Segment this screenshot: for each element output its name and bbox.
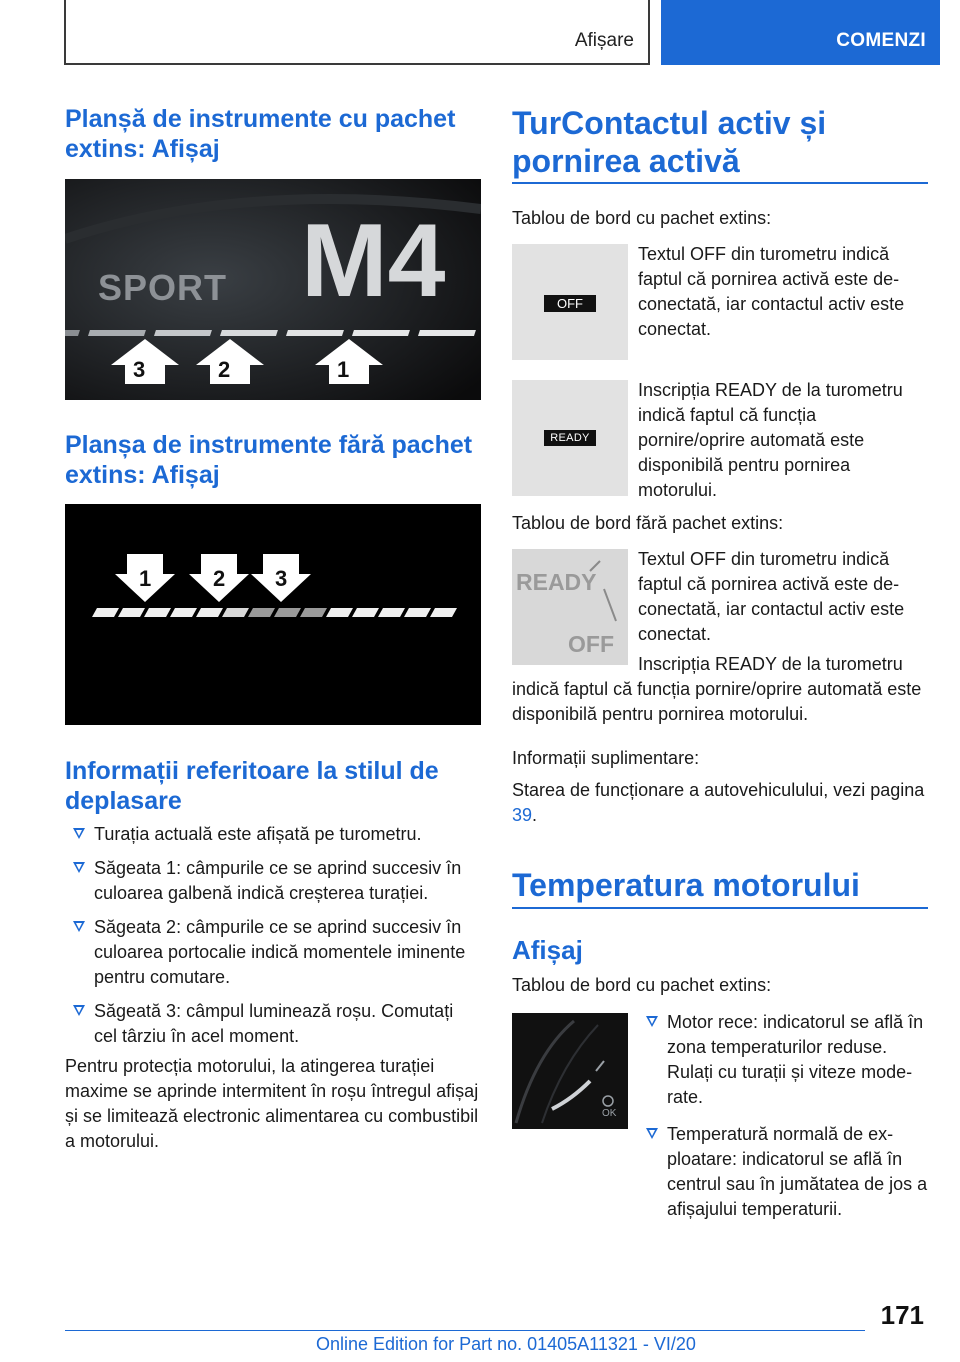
header-section-box	[64, 0, 650, 65]
triangle-bullet-icon	[646, 1016, 658, 1027]
list-item: Săgeată 3: câmpul luminează roșu. Comutați cel târziu în acel moment.	[65, 999, 481, 1049]
driving-style-bullets	[65, 822, 481, 1154]
heading-extended-cluster: Planșă de instrumente cu pachet extins: Afișaj	[65, 105, 456, 163]
off-indicator-image	[512, 244, 628, 360]
engine-protection-paragraph: Pentru protecția motorului, la atingerea turației maxime se aprinde intermitent în roșu întregul afișaj și se limitează electronic alimentarea cu combustibil a motorului.	[65, 1056, 479, 1151]
temp-extended-label: Tablou de bord cu pachet extins:	[512, 975, 772, 995]
triangle-bullet-icon	[73, 921, 85, 932]
sport-mode-label: SPORT	[98, 267, 228, 308]
arrow-1-label: 1	[139, 566, 152, 591]
m4-model-label: M4	[301, 203, 446, 319]
list-item: Săgeata 2: câmpurile ce se aprind succesiv în culoarea portocalie indică momentele iminente pentru comutare.	[65, 915, 481, 990]
heading-rule	[512, 907, 928, 909]
extended-label: Tablou de bord cu pachet extins:	[512, 208, 772, 228]
ready-description: Inscripția READY de la turometru indică faptul că funcția pornire/oprire automată este disponibilă pentru pornirea motorului.	[638, 380, 903, 500]
header-chapter-label: COMENZI	[836, 30, 926, 51]
triangle-bullet-icon	[73, 862, 85, 873]
header-chapter-tab[interactable]	[661, 0, 940, 65]
footer-rule	[65, 1330, 865, 1331]
list-item: Săgeata 1: câmpurile ce se aprind succesiv în culoarea galbenă indică creșterea turației.	[65, 856, 481, 906]
arrow-3-label: 3	[133, 357, 146, 382]
no-extended-label: Tablou de bord fără pachet extins:	[512, 513, 784, 533]
ready-off-gauge-image	[512, 549, 628, 665]
heading-rule	[512, 182, 928, 184]
triangle-bullet-icon	[646, 1128, 658, 1139]
figure-extended-cluster	[65, 179, 481, 400]
off-description: Textul OFF din turometru indică faptul că pornirea activă este deconectată, iar contactul activ este conectat.	[638, 244, 905, 339]
off-badge: OFF	[544, 295, 596, 312]
off-description-basic: Textul OFF din turometru indică faptul că pornirea activă este deconectată, iar contactul activ este conectat.	[638, 549, 905, 644]
heading-display: Afișaj	[512, 935, 583, 965]
arrow-2-label: 2	[213, 566, 226, 591]
list-item: Motor rece: indicatorul se află în zona temperaturilor reduse. Rulați cu turații și viteze moderate.	[638, 1010, 928, 1110]
info-paragraph: Starea de funcționare a autovehiculului, vezi pagina 39.	[512, 780, 925, 825]
gauge-ok-label: OK	[602, 1108, 617, 1119]
page-39-link[interactable]: 39	[512, 805, 533, 825]
rpm-segments	[92, 608, 457, 617]
gauge-off-label: OFF	[568, 631, 614, 657]
basic-cluster-illustration	[65, 504, 481, 725]
ready-description-basic: Inscripția READY de la turometru indică faptul că funcția pornire/oprire automată este disponibilă pentru pornirea motorului.	[512, 654, 922, 724]
ready-badge: READY	[544, 430, 596, 446]
triangle-bullet-icon	[73, 1005, 85, 1016]
arrow-2-label: 2	[218, 357, 231, 382]
arrow-1-label: 1	[337, 357, 350, 382]
triangle-bullet-icon	[73, 828, 85, 839]
heading-driving-style: Informații referitoare la stilul de deplasare	[65, 757, 439, 815]
heading-basic-cluster: Planșa de instrumente fără pachet extins: Afișaj	[65, 431, 473, 489]
info-label: Informații suplimentare:	[512, 748, 700, 768]
heading-engine-temperature: Temperatura motorului	[512, 867, 860, 903]
page-number: 171	[880, 1300, 924, 1330]
arrow-3-label: 3	[275, 566, 288, 591]
temperature-gauge-image	[512, 1013, 628, 1129]
header-section-title: Afișare	[574, 30, 634, 51]
figure-basic-cluster	[65, 504, 481, 725]
ready-indicator-image	[512, 380, 628, 496]
gauge-ready-label: READY	[516, 569, 597, 595]
footer-edition: Online Edition for Part no. 01405A11321 - VI/20	[316, 1334, 696, 1354]
heading-active-start: TurContactul activ și pornirea activă	[512, 105, 827, 179]
list-item: Temperatură normală de exploatare: indicatorul se află în centrul sau în jumătatea de jos a afișajului temperaturii.	[638, 1122, 928, 1222]
list-item: Turația actuală este afișată pe turometru.	[65, 822, 481, 847]
temperature-bullets	[638, 1010, 928, 1222]
